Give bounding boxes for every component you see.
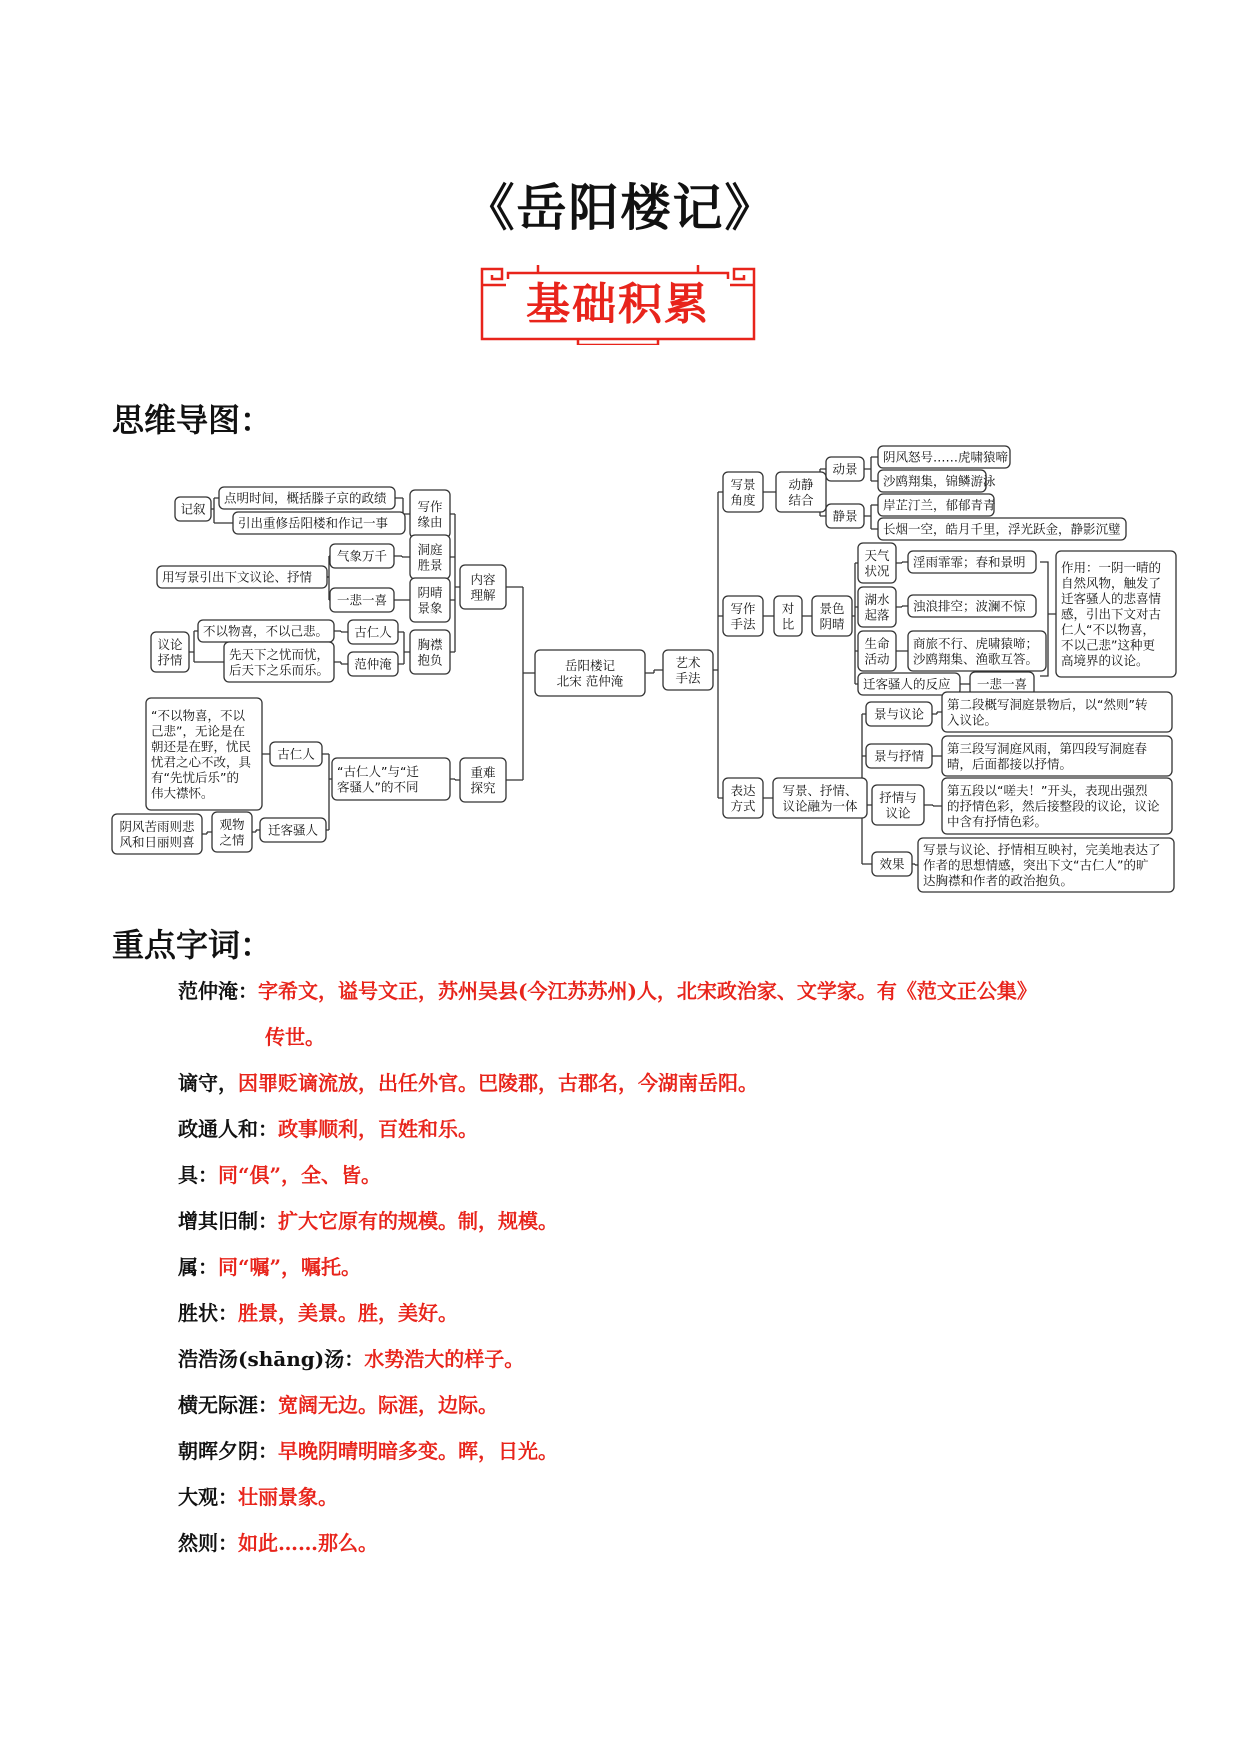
mindmap-node-text: 客骚人”的不同 <box>337 779 419 795</box>
mindmap-node-text: 一悲一喜 <box>976 676 1028 692</box>
mindmap-node-mind <box>410 630 450 674</box>
mindmap-node-text: 胸襟 <box>417 636 443 652</box>
mindmap-node-fzy <box>348 652 398 676</box>
vocab-term: 大观： <box>178 1485 238 1509</box>
mindmap-node-tianqi <box>858 543 896 583</box>
mindmap-node-hushui1 <box>908 595 1036 617</box>
mindmap-node-fusion <box>773 778 867 818</box>
mindmap-node-text: 岸芷汀兰，郁郁青青 <box>883 497 996 513</box>
mindmap-node-text: 写作 <box>730 600 756 616</box>
vocab-term: 属： <box>178 1255 218 1279</box>
vocab-item <box>178 968 1178 1014</box>
mindmap-node-text: 内容 <box>470 571 496 587</box>
mindmap-node-text: 不以己悲”这种更 <box>1061 637 1155 653</box>
mindmap-node-text: 先天下之忧而忧， <box>229 646 330 662</box>
mindmap-node-text: 的抒情色彩，然后接整段的议论，议论 <box>947 798 1160 814</box>
section-mindmap-heading: 思维导图： <box>112 401 273 439</box>
mindmap-node-xiaoguo1 <box>918 838 1174 892</box>
mindmap-node-text: 议论融为一体 <box>782 798 858 814</box>
vocab-definition: 传世。 <box>265 1025 325 1049</box>
mindmap-node-lake <box>410 535 450 579</box>
mindmap-node-text: 忧君之心不改，具 <box>151 754 252 770</box>
mindmap-node-text: 阴晴 <box>417 584 443 600</box>
mindmap-node-text: 比 <box>781 616 795 632</box>
mindmap-node-text: 作者的思想情感，突出下文“古仁人”的旷 <box>923 857 1149 873</box>
mindmap-node-narr1 <box>219 487 395 509</box>
mindmap-node-angle <box>723 472 763 512</box>
mindmap-node-text: 用写景引出下文议论、抒情 <box>162 569 313 585</box>
mindmap-node-text: 自然风物，触发了 <box>1061 575 1162 591</box>
vocab-item <box>178 1106 1178 1152</box>
mindmap-node-text: 有“先忧后乐”的 <box>151 769 239 785</box>
mindmap-node-text: 议论 <box>157 636 183 652</box>
mindmap-node-text: 起落 <box>864 607 890 623</box>
vocab-definition: 宽阔无边。际涯，边际。 <box>278 1393 498 1417</box>
mindmap-node-transition <box>157 566 327 588</box>
mindmap-node-tianqi1 <box>908 551 1036 573</box>
mindmap-node-hushui <box>858 587 896 627</box>
mindmap-node-text: 沙鸥翔集，锦鳞游泳 <box>883 473 996 489</box>
mindmap-node-root <box>535 650 645 696</box>
mindmap-node-text: 方式 <box>730 798 756 814</box>
mindmap-node-text: 入议论。 <box>947 712 998 728</box>
mindmap-node-text: 写景与议论、抒情相互映衬，完美地表达了 <box>923 842 1161 857</box>
mindmap-node-narr2 <box>233 512 405 534</box>
mindmap-node-duibi <box>774 596 802 636</box>
mindmap-node-sqyl <box>872 785 924 825</box>
mindmap-node-text: 朝还是在野，忧民 <box>151 738 252 754</box>
mindmap-node-yilun <box>151 632 189 672</box>
vocab-term: 谪守， <box>178 1071 238 1095</box>
mindmap-node-text: 商旅不行、虎啸猿啼； <box>913 635 1039 651</box>
mindmap-node-text: 阴晴 <box>819 616 845 632</box>
vocab-item <box>178 1428 1178 1474</box>
mindmap-node-text: 缘由 <box>417 514 443 530</box>
mindmap-node-text: “古仁人”与“迁 <box>337 763 419 779</box>
mindmap-node-text: 迁客骚人 <box>267 822 319 838</box>
vocab-list <box>178 968 1178 1566</box>
mindmap-node-jing1 <box>878 494 996 516</box>
mindmap-node-text: 气象万千 <box>336 548 388 564</box>
mindmap-node-text: 重难 <box>470 764 496 780</box>
vocab-item <box>178 1060 1178 1106</box>
vocab-definition: 因罪贬谪流放，出任外官。巴陵郡，古郡名，今湖南岳阳。 <box>238 1071 758 1095</box>
mindmap-node-text: 抒情 <box>157 652 183 668</box>
mindmap-node-text: 探究 <box>470 780 496 796</box>
vocab-definition: 胜景，美景。胜，美好。 <box>238 1301 458 1325</box>
mindmap-node-text: 之情 <box>219 832 245 848</box>
mindmap-node-text: 北宋 范仲淹 <box>556 673 624 689</box>
vocab-item <box>178 1336 1178 1382</box>
mindmap-node-jysq1 <box>942 736 1172 776</box>
mindmap-node-jysq <box>866 744 932 768</box>
vocab-definition: 扩大它原有的规模。制，规模。 <box>278 1209 558 1233</box>
mindmap-node-text: 表达 <box>730 782 756 798</box>
mindmap-node-jyl1 <box>942 692 1172 732</box>
mindmap-node-text: 一悲一喜 <box>336 592 388 608</box>
mindmap-node-reaction <box>858 673 960 695</box>
mindmap-node-text: 对 <box>781 600 795 616</box>
vocab-item <box>178 1382 1178 1428</box>
vocab-item <box>178 1520 1178 1566</box>
vocab-term: 然则： <box>178 1531 238 1555</box>
mindmap-node-text: 高境界的议论。 <box>1061 653 1149 668</box>
mindmap-node-text: 景象 <box>417 600 443 616</box>
mindmap-node-text: 记叙 <box>180 501 206 517</box>
vocab-item <box>178 1474 1178 1520</box>
mindmap-node-dong1 <box>878 446 1010 468</box>
section-vocab-heading: 重点字词： <box>112 926 273 964</box>
banner-title: 基础积累 <box>526 279 710 330</box>
mindmap-node-text: 己悲”，无论是在 <box>151 723 245 739</box>
mindmap-node-text: 动景 <box>832 461 858 477</box>
mindmap-node-text: 状况 <box>864 563 890 579</box>
vocab-term: 横无际涯： <box>178 1393 278 1417</box>
mindmap-node-text: 效果 <box>879 856 905 872</box>
mindmap-node-content <box>460 565 506 609</box>
mindmap-node-narr <box>175 497 211 521</box>
mindmap-node-xiantian <box>224 642 334 682</box>
mindmap-node-text: 艺术 <box>675 654 701 670</box>
mindmap-node-text: 淫雨霏霏；春和景明 <box>913 554 1026 570</box>
mindmap-node-yibei <box>330 588 394 612</box>
mindmap-node-text: 长烟一空，皓月千里，浮光跃金，静影沉璧 <box>883 521 1121 537</box>
mindmap-node-text: 抒情与 <box>879 789 917 805</box>
mindmap-node-text: 写景、抒情、 <box>782 782 858 798</box>
mindmap-node-shengming <box>858 631 896 671</box>
vocab-definition: 政事顺利，百姓和乐。 <box>278 1117 478 1141</box>
mindmap-node-dongjing <box>776 472 826 512</box>
vocab-item <box>178 1152 1178 1198</box>
mindmap-node-wanqian <box>330 544 394 568</box>
vocab-item <box>178 1014 1178 1060</box>
mindmap-node-shengming1 <box>908 631 1046 671</box>
mindmap-node-text: 景色 <box>819 600 845 616</box>
mindmap-node-text: 静景 <box>832 508 858 524</box>
mindmap-node-art <box>663 650 713 690</box>
mindmap-node-text: 结合 <box>788 492 814 508</box>
mindmap-node-text: 生命 <box>864 635 890 651</box>
mindmap-node-jyl <box>866 702 932 726</box>
mindmap-node-text: 后天下之乐而乐。 <box>229 662 330 678</box>
vocab-term: 增其旧制： <box>178 1209 278 1233</box>
mindmap-node-origin <box>410 490 450 538</box>
mindmap-node-text: 景与议论 <box>873 706 925 722</box>
mindmap-node-text: 第二段概写洞庭景物后，以“然则”转 <box>947 696 1148 712</box>
mindmap-node-guanwu <box>212 812 252 852</box>
vocab-item <box>178 1198 1178 1244</box>
mindmap-node-text: 晴，后面都接以抒情。 <box>947 756 1073 772</box>
vocab-definition: 同“俱”，全、皆。 <box>218 1163 382 1187</box>
mindmap-node-text: 迁客骚人的反应 <box>863 676 951 692</box>
mindmap-node-text: 手法 <box>675 670 701 686</box>
mindmap-node-text: 活动 <box>864 651 890 667</box>
vocab-definition: 字希文，谥号文正，苏州吴县(今江苏苏州)人，北宋政治家、文学家。有《范文正公集》 <box>258 979 1037 1003</box>
mindmap-node-expr <box>723 778 763 818</box>
vocab-term: 政通人和： <box>178 1117 278 1141</box>
mindmap-node-guren2 <box>270 742 322 766</box>
mindmap-node-text: 第三段写洞庭风雨，第四段写洞庭春 <box>947 740 1148 756</box>
mindmap-node-text: 不以物喜，不以己悲。 <box>203 623 329 639</box>
vocab-definition: 早晚阴晴明暗多变。晖，日光。 <box>278 1439 558 1463</box>
mindmap-node-guren1 <box>348 620 398 644</box>
vocab-definition: 同“嘱”，嘱托。 <box>218 1255 362 1279</box>
mindmap-node-text: 阴风苦雨则悲 <box>119 818 195 834</box>
mindmap-node-text: 胜景 <box>417 557 443 573</box>
mindmap-node-method <box>723 596 763 636</box>
mindmap-node-jing <box>826 504 864 528</box>
mindmap-node-difficult <box>460 758 506 802</box>
mindmap-node-text: 风和日丽则喜 <box>119 834 195 850</box>
mindmap-node-text: 洞庭 <box>417 541 443 557</box>
vocab-term: 浩浩汤(shāng)汤： <box>178 1347 365 1371</box>
mindmap-node-text: 议论 <box>885 805 911 821</box>
mindmap-node-text: 伟大襟怀。 <box>151 785 214 801</box>
mindmap-node-text: 写作 <box>417 498 443 514</box>
mindmap-node-jingse <box>812 596 852 636</box>
mindmap-node-text: 感，引出下文对古 <box>1061 606 1162 622</box>
mindmap-node-text: 第五段以“嗟夫！”开头，表现出强烈 <box>947 783 1148 798</box>
mindmap-node-qianke <box>260 818 326 842</box>
mindmap-node-text: 观物 <box>219 816 245 832</box>
mindmap-node-xiaoguo <box>872 852 912 876</box>
mindmap-node-text: 景与抒情 <box>873 748 925 764</box>
mindmap-node-dong2 <box>878 470 996 492</box>
mindmap-node-text: 引出重修岳阳楼和作记一事 <box>238 515 389 531</box>
vocab-definition: 壮丽景象。 <box>238 1485 338 1509</box>
mindmap-node-text: 点明时间，概括滕子京的政绩 <box>224 490 387 506</box>
vocab-definition: 如此……那么。 <box>238 1531 378 1555</box>
mindmap-node-buyi <box>198 620 334 642</box>
mindmap-node-text: 古仁人 <box>354 624 392 640</box>
vocab-item <box>178 1244 1178 1290</box>
vocab-term: 范仲淹： <box>178 979 258 1003</box>
mindmap-node-text: 岳阳楼记 <box>564 657 616 673</box>
mindmap-node-text: “不以物喜，不以 <box>151 707 245 723</box>
mindmap-node-diff <box>332 758 450 800</box>
mindmap-node-text: 手法 <box>730 616 756 632</box>
mindmap-node-text: 作用：一阴一晴的 <box>1061 560 1162 575</box>
mindmap-node-text: 古仁人 <box>277 746 315 762</box>
vocab-term: 朝晖夕阴： <box>178 1439 278 1463</box>
mindmap-node-text: 角度 <box>730 492 756 508</box>
mindmap-node-text: 写景 <box>730 476 756 492</box>
page-title: 《岳阳楼记》 <box>464 179 777 237</box>
mindmap-node-text: 迁客骚人的悲喜情 <box>1061 591 1162 606</box>
vocab-definition: 水势浩大的样子。 <box>364 1347 525 1371</box>
mindmap-node-text: 湖水 <box>864 591 890 607</box>
vocab-term: 胜状： <box>178 1301 238 1325</box>
vocab-term: 具： <box>178 1163 218 1187</box>
mindmap-node-text: 沙鸥翔集、渔歌互答。 <box>913 651 1039 667</box>
mindmap-node-text: 理解 <box>470 587 496 603</box>
mindmap-node-text: 抱负 <box>417 652 443 668</box>
vocab-item <box>178 1290 1178 1336</box>
mindmap-node-text: 达胸襟和作者的政治抱负。 <box>923 873 1074 888</box>
mindmap-node-text: 阴风怒号……虎啸猿啼 <box>883 449 1009 465</box>
mindmap-node-text: 仁人“不以物喜， <box>1061 622 1155 637</box>
mindmap-node-jing2 <box>878 518 1126 540</box>
mindmap-node-text: 浊浪排空；波澜不惊 <box>913 598 1026 614</box>
mindmap-node-mood <box>410 578 450 622</box>
mindmap-node-text: 范仲淹 <box>354 656 392 672</box>
mindmap-node-dong <box>826 457 864 481</box>
mindmap-node-sqyl1 <box>942 778 1172 834</box>
mindmap-node-effect <box>1056 551 1176 677</box>
mindmap-node-text: 天气 <box>864 547 890 563</box>
mindmap-node-yinfeng <box>112 814 202 854</box>
mindmap-node-text: 动静 <box>788 476 814 492</box>
mindmap-node-gurendesc <box>146 698 262 810</box>
mindmap-node-text: 中含有抒情色彩。 <box>947 814 1048 829</box>
